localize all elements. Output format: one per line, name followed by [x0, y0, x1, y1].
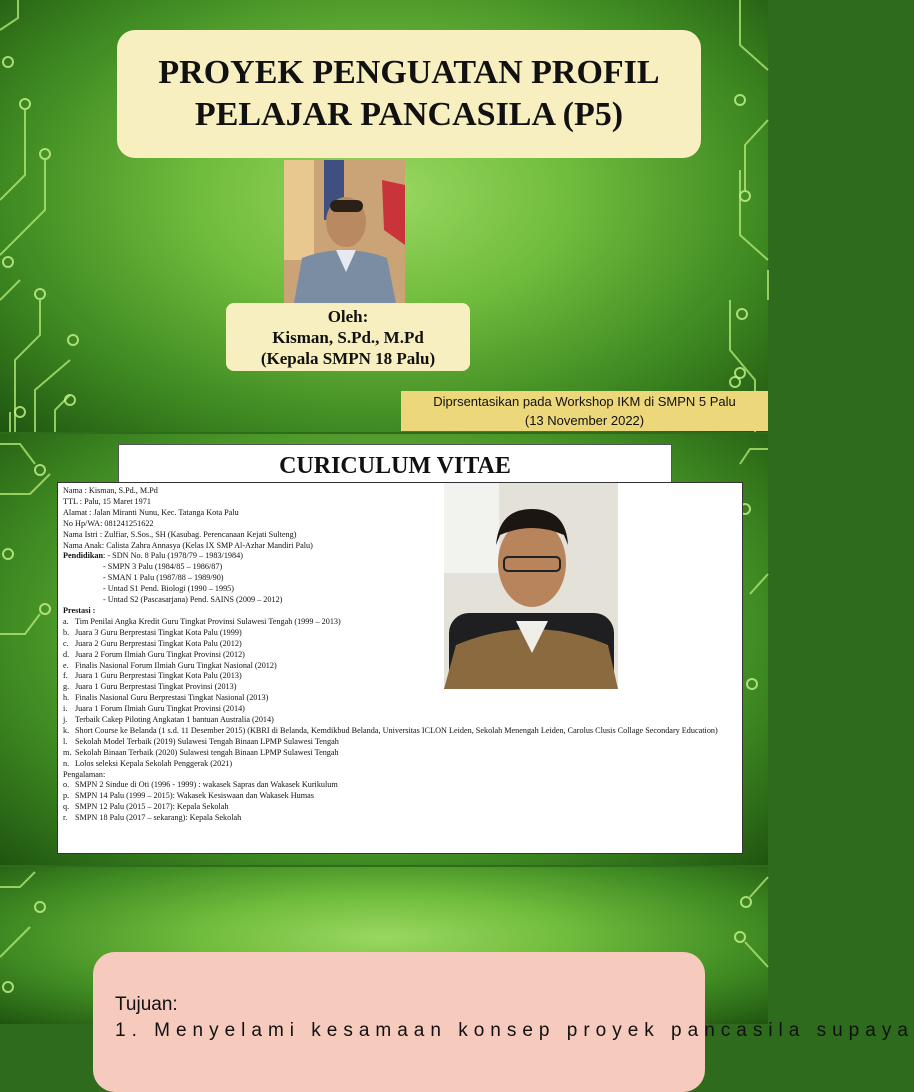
- author-box: [226, 303, 470, 371]
- achievement-item: m. Sekolah Binaan Terbaik (2020) Sulawesi tengah Binaan LPMP Sulawesi Tengah: [63, 747, 339, 757]
- author-by-label: Oleh:: [327, 306, 369, 326]
- objectives-slide: [0, 867, 914, 1041]
- author-name: Kisman, S.Pd., M.Pd: [272, 327, 424, 347]
- achievement-item: j. Terbaik Cakep Piloting Angkatan 1 bantuan Australia (2014): [63, 715, 274, 725]
- education-item: - SMAN 1 Palu (1987/88 – 1989/90): [103, 573, 224, 583]
- presenter-photo: [284, 160, 405, 303]
- achievement-item: a. Tim Penilai Angka Kredit Guru Tingkat Provinsi Sulawesi Tengah (1999 – 2013): [63, 616, 341, 626]
- workshop-line-1: Diprsentasikan pada Workshop IKM di SMPN 5 Palu: [433, 394, 736, 409]
- objectives-label: Tujuan:: [115, 994, 178, 1015]
- title-line-1: PROYEK PENGUATAN PROFIL: [158, 54, 660, 91]
- achievement-item: e. Finalis Nasional Forum Ilmiah Guru Tingkat Nasional (2012): [63, 660, 277, 670]
- title-line-2: PELAJAR PANCASILA (P5): [194, 96, 624, 133]
- education-item: - Untad S2 (Pascasarjana) Pend. SAINS (2009 – 2012): [103, 595, 283, 605]
- achievement-item: h. Finalis Nasional Guru Berprestasi Tingkat Nasional (2013): [63, 693, 269, 703]
- objective-item: 1. Menyelami kesamaan konsep proyek pancasila supaya: [115, 1020, 914, 1041]
- achievement-item: c. Juara 2 Guru Berprestasi Tingkat Kota Palu (2012): [63, 638, 242, 648]
- achievement-item: b. Juara 3 Guru Berprestasi Tingkat Kota Palu (1999): [63, 627, 242, 637]
- achievement-item: k. Short Course ke Belanda (1 s.d. 11 Desember 2015) (KBRI di Belanda, Kemdikbud Belanda, Universitas ICLON Leiden, Sekolah Menengah Leiden, Carolus Clusis Collage Secondary Education): [63, 725, 718, 735]
- education-item: : - SDN No. 8 Palu (1978/79 – 1983/1984): [103, 551, 243, 561]
- experience-item: p. SMPN 14 Palu (1999 – 2015): Wakasek Kesiswaan dan Wakasek Humas: [63, 791, 314, 801]
- cv-spouse: Nama Istri : Zulfiar, S.Sos., SH (Kasubag. Perencanaan Kejati Sulteng): [63, 529, 297, 539]
- achievement-item: i. Juara 1 Forum Ilmiah Guru Tingkat Provinsi (2014): [63, 704, 245, 714]
- cv-title: CURICULUM VITAE: [279, 452, 511, 479]
- cv-name: Nama : Kisman, S.Pd., M.Pd: [63, 486, 158, 495]
- cv-slide: [0, 434, 768, 865]
- experience-label: Pengalaman:: [63, 769, 106, 779]
- title-box: [117, 30, 701, 158]
- cv-content-box: [57, 482, 743, 854]
- experience-item: r. SMPN 18 Palu (2017 – sekarang): Kepala Sekolah: [63, 813, 242, 823]
- education-item: - Untad S1 Pend. Biologi (1990 – 1995): [103, 584, 234, 594]
- experience-item: q. SMPN 12 Palu (2015 – 2017): Kepala Sekolah: [63, 802, 229, 812]
- achievement-item: d. Juara 2 Forum Ilmiah Guru Tingkat Provinsi (2012): [63, 649, 245, 659]
- education-item: - SMPN 3 Palu (1984/85 – 1986/87): [103, 562, 223, 572]
- author-role: (Kepala SMPN 18 Palu): [260, 348, 436, 368]
- workshop-date: (13 November 2022): [524, 413, 645, 428]
- objectives-box: [93, 952, 914, 1092]
- cv-birth: TTL : Palu, 15 Maret 1971: [63, 496, 151, 506]
- cv-text: [63, 486, 739, 824]
- achievement-item: f. Juara 1 Guru Berprestasi Tingkat Kota Palu (2013): [63, 671, 242, 681]
- experience-item: o. SMPN 2 Sindue di Oti (1996 - 1999) : wakasek Sapras dan Wakasek Kurikulum: [63, 780, 338, 790]
- education-label: Pendidikan: [63, 551, 104, 561]
- cv-address: Alamat : Jalan Miranti Nunu, Kec. Tatanga Kota Palu: [63, 507, 239, 517]
- achievement-label: Prestasi :: [63, 605, 96, 615]
- title-slide: [0, 0, 768, 432]
- presentation-title: [158, 52, 659, 136]
- achievement-item: n. Lolos seleksi Kepala Sekolah Penggerak (2021): [63, 758, 233, 768]
- achievement-item: g. Juara 1 Guru Berprestasi Tingkat Provinsi (2013): [63, 682, 237, 692]
- cv-child: Nama Anak: Calista Zahra Annasya (Kelas IX SMP Al-Azhar Mandiri Palu): [63, 540, 313, 550]
- cv-phone: No Hp/WA: 081241251622: [63, 518, 154, 528]
- workshop-note: [401, 391, 768, 431]
- achievement-item: l. Sekolah Model Terbaik (2019) Sulawesi Tengah Binaan LPMP Sulawesi Tengah: [63, 736, 339, 746]
